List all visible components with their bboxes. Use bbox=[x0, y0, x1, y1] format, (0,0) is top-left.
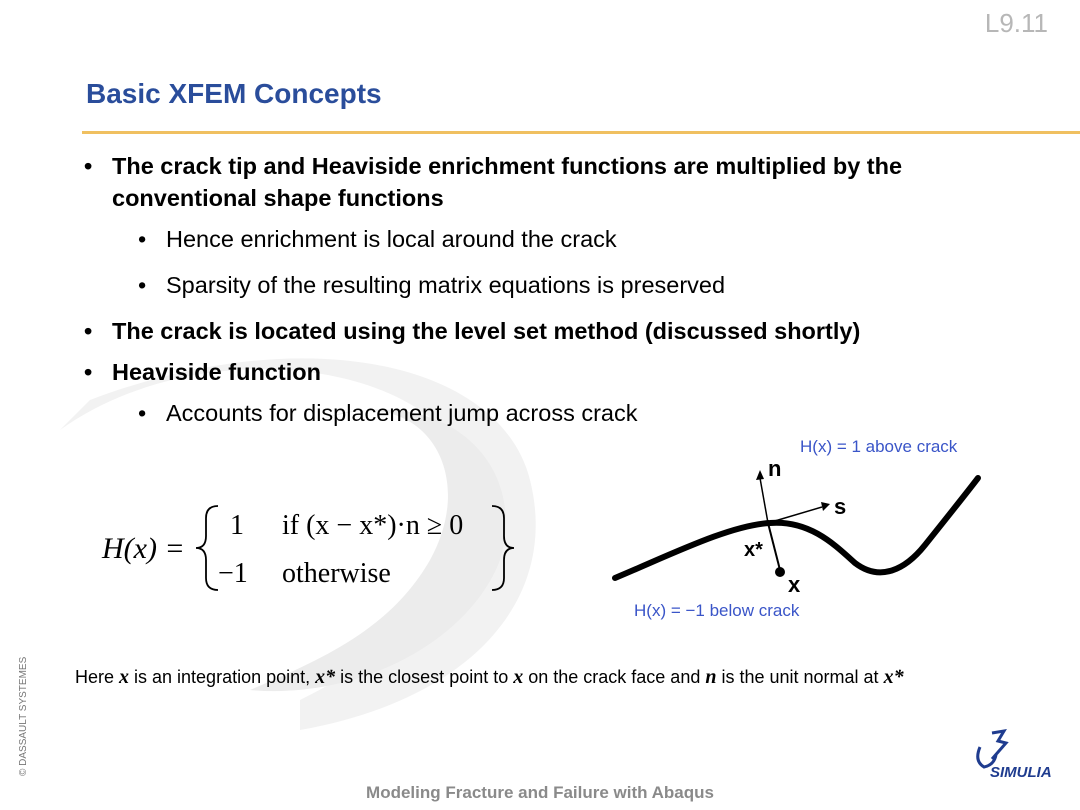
label-above-crack: H(x) = 1 above crack bbox=[800, 437, 958, 456]
note-segment: Here bbox=[75, 667, 120, 687]
crack-curve bbox=[615, 478, 978, 578]
note-symbol: x bbox=[513, 666, 524, 688]
note-segment: on the crack face and bbox=[523, 667, 706, 687]
note-segment: is an integration point, bbox=[129, 667, 316, 687]
note-symbol: x* bbox=[315, 666, 336, 688]
bullet-item: • Heaviside function bbox=[84, 359, 321, 385]
copyright-notice bbox=[12, 650, 32, 780]
simulia-logo bbox=[970, 725, 1060, 785]
heaviside-formula bbox=[100, 498, 520, 598]
formula-case1-value: 1 bbox=[230, 510, 244, 541]
footer-title: Modeling Fracture and Failure with Abaqus bbox=[366, 783, 714, 802]
note-symbol: x bbox=[119, 666, 130, 688]
bullet-item: • The crack is located using the level set method (discussed shortly) bbox=[84, 318, 861, 344]
logo-text: SIMULIA bbox=[990, 764, 1052, 781]
bullet-list bbox=[84, 150, 1044, 443]
bullet-text: Heaviside function bbox=[112, 359, 321, 385]
sub-bullet-item: • Accounts for displacement jump across crack bbox=[138, 400, 638, 426]
bullet-text: Sparsity of the resulting matrix equations is preserved bbox=[166, 272, 726, 298]
label-x: x bbox=[788, 572, 801, 597]
note-symbol: n bbox=[705, 666, 717, 688]
note-symbol: x* bbox=[883, 666, 904, 688]
bullet-text: The crack is located using the level set method (discussed shortly) bbox=[112, 318, 861, 344]
copyright-text: © DASSAULT SYSTEMES bbox=[18, 656, 29, 776]
bullet-text: Accounts for displacement jump across crack bbox=[166, 400, 638, 426]
formula-case2-condition: otherwise bbox=[282, 558, 391, 589]
title-divider bbox=[82, 131, 1080, 134]
bullet-text: The crack tip and Heaviside enrichment functions are multiplied by the conventional shape functions bbox=[112, 153, 903, 211]
sub-bullet-item: • Hence enrichment is local around the crack bbox=[138, 226, 617, 252]
bullet-item: • The crack tip and Heaviside enrichment functions are multiplied by the conventional shape functions bbox=[84, 153, 903, 211]
note-segment: is the unit normal at bbox=[716, 667, 884, 687]
label-below-crack: H(x) = −1 below crack bbox=[634, 601, 800, 620]
crack-diagram bbox=[600, 430, 1000, 630]
formula-lhs: H(x) = bbox=[102, 532, 185, 565]
bullet-text: Hence enrichment is local around the crack bbox=[166, 226, 617, 252]
slide-number: L9.11 bbox=[984, 8, 1048, 38]
formula-case1-condition: if (x − x*)·n ≥ 0 bbox=[282, 510, 464, 541]
label-x-star: x* bbox=[744, 539, 763, 561]
formula-case2-value: −1 bbox=[218, 558, 248, 589]
sub-bullet-item: • Sparsity of the resulting matrix equations is preserved bbox=[138, 272, 726, 298]
slide-title: Basic XFEM Concepts bbox=[86, 78, 382, 109]
label-normal-n: n bbox=[768, 456, 782, 481]
note-text bbox=[75, 666, 904, 689]
label-tangent-s: s bbox=[834, 494, 847, 519]
note-segment: is the closest point to bbox=[335, 667, 514, 687]
